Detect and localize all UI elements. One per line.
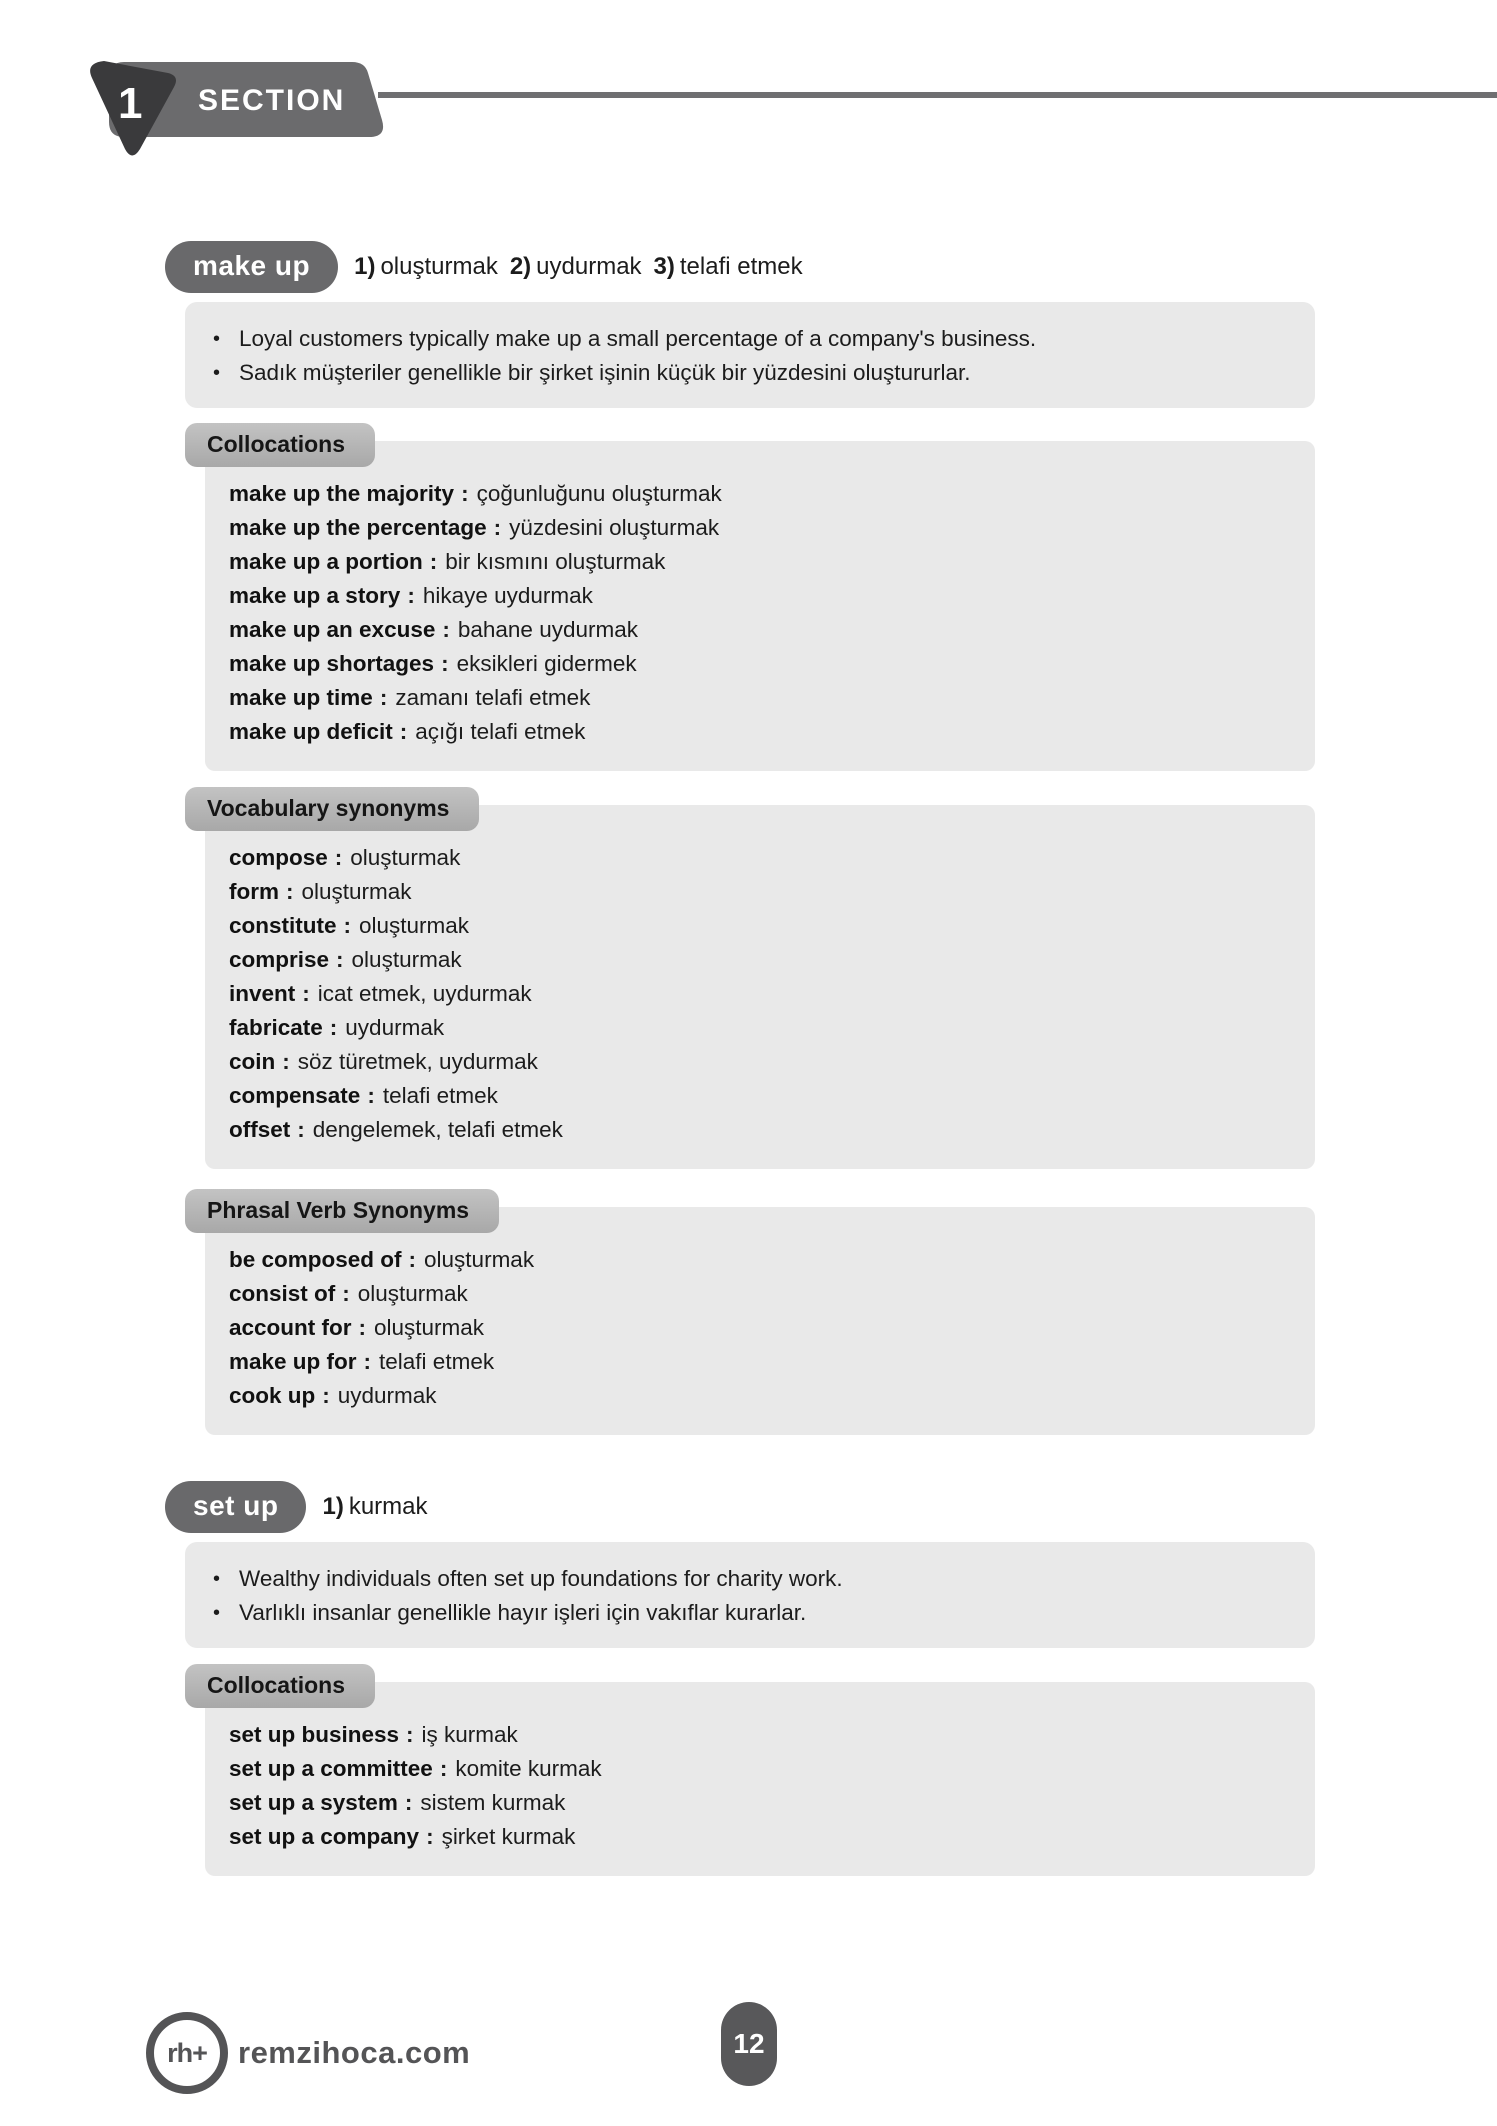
collocation-tr: bir kısmını oluşturmak	[445, 549, 666, 574]
collocation-en: make up the percentage	[229, 515, 487, 540]
phrasal-synonym-row	[229, 1311, 1291, 1345]
synonym-en: compensate	[229, 1083, 361, 1108]
entry-makeup-header	[165, 240, 1497, 294]
synonym-en: comprise	[229, 947, 330, 972]
collocation-row	[229, 613, 1291, 647]
page-number-badge	[721, 2002, 777, 2086]
collocation-row	[229, 1820, 1291, 1854]
colon-separator: :	[343, 913, 352, 938]
colon-separator: :	[297, 1117, 305, 1142]
colon-separator: :	[358, 1315, 367, 1340]
collocation-row	[229, 579, 1291, 613]
phrasal-tr: oluşturmak	[374, 1315, 485, 1340]
tab-phrasal-verb-synonyms: Phrasal Verb Synonyms	[185, 1189, 499, 1233]
example-text: Varlıklı insanlar genellikle hayır işleri için vakıflar kurarlar.	[239, 1600, 807, 1625]
group-setup-collocations	[185, 1664, 1315, 1876]
collocation-row	[229, 681, 1291, 715]
example-item	[213, 1562, 1287, 1596]
synonym-row	[229, 875, 1291, 909]
phrasal-tr: oluşturmak	[357, 1281, 468, 1306]
colon-separator: :	[322, 1383, 330, 1408]
section-title: SECTION	[198, 84, 346, 117]
synonym-row	[229, 943, 1291, 977]
entry-setup-header	[165, 1480, 1497, 1534]
collocation-tr: sistem kurmak	[420, 1790, 566, 1815]
synonym-row	[229, 1079, 1291, 1113]
example-item	[213, 1596, 1287, 1630]
collocation-row	[229, 647, 1291, 681]
collocation-tr: hikaye uydurmak	[422, 583, 593, 608]
synonym-tr: söz türetmek, uydurmak	[297, 1049, 538, 1074]
example-text: Wealthy individuals often set up foundations for charity work.	[239, 1566, 843, 1591]
colon-separator: :	[286, 879, 294, 904]
collocation-tr: çoğunluğunu oluşturmak	[476, 481, 722, 506]
example-box-makeup	[185, 302, 1315, 408]
section-number: 1	[118, 79, 143, 128]
collocation-tr: iş kurmak	[421, 1722, 518, 1747]
collocation-tr: şirket kurmak	[441, 1824, 576, 1849]
synonym-en: offset	[229, 1117, 291, 1142]
colon-separator: :	[442, 617, 450, 642]
colon-separator: :	[439, 1756, 448, 1781]
bullet-icon: •	[213, 362, 221, 384]
collocation-en: make up shortages	[229, 651, 435, 676]
sense-list	[354, 253, 815, 281]
colon-separator: :	[404, 1790, 413, 1815]
collocation-en: set up a system	[229, 1790, 398, 1815]
colon-separator: :	[302, 981, 310, 1006]
collocation-en: set up a company	[229, 1824, 420, 1849]
synonym-tr: icat etmek, uydurmak	[317, 981, 532, 1006]
collocation-row	[229, 1718, 1291, 1752]
colon-separator: :	[363, 1349, 372, 1374]
bullet-icon: •	[213, 1568, 221, 1590]
colon-separator: :	[342, 1281, 350, 1306]
synonym-en: coin	[229, 1049, 276, 1074]
synonym-row	[229, 909, 1291, 943]
vocab-synonyms-box	[205, 805, 1315, 1169]
collocation-row	[229, 511, 1291, 545]
phrasal-synonyms-box	[205, 1207, 1315, 1435]
publisher-site: remzihoca.com	[238, 2035, 471, 2070]
tab-collocations: Collocations	[185, 423, 375, 467]
collocation-en: make up time	[229, 685, 373, 710]
phrasal-en: consist of	[229, 1281, 336, 1306]
collocation-en: set up a committee	[229, 1756, 433, 1781]
term-pill-setup: set up	[165, 1481, 306, 1533]
collocation-en: make up a portion	[229, 549, 423, 574]
collocations-box	[205, 1682, 1315, 1876]
collocation-tr: yüzdesini oluşturmak	[509, 515, 720, 540]
collocation-row	[229, 715, 1291, 749]
sense-item: 2) uydurmak	[509, 253, 642, 280]
page-number: 12	[733, 2028, 765, 2059]
collocation-tr: komite kurmak	[455, 1756, 602, 1781]
bullet-icon: •	[213, 1602, 221, 1624]
phrasal-tr: telafi etmek	[379, 1349, 495, 1374]
phrasal-tr: uydurmak	[337, 1383, 437, 1408]
colon-separator: :	[329, 1015, 338, 1040]
synonym-tr: dengelemek, telafi etmek	[312, 1117, 563, 1142]
collocation-en: make up deficit	[229, 719, 393, 744]
synonym-tr: oluşturmak	[359, 913, 470, 938]
synonym-row	[229, 1113, 1291, 1147]
collocation-en: make up a story	[229, 583, 401, 608]
collocation-tr: bahane uydurmak	[457, 617, 638, 642]
colon-separator: :	[408, 1247, 417, 1272]
collocation-tr: açığı telafi etmek	[415, 719, 586, 744]
synonym-row	[229, 977, 1291, 1011]
collocation-en: set up business	[229, 1722, 400, 1747]
synonym-en: form	[229, 879, 279, 904]
logo-circle-icon	[146, 2012, 228, 2094]
tab-vocabulary-synonyms: Vocabulary synonyms	[185, 787, 479, 831]
colon-separator: :	[367, 1083, 375, 1108]
sense-item: 1) oluşturmak	[354, 253, 498, 280]
colon-separator: :	[441, 651, 449, 676]
colon-separator: :	[379, 685, 388, 710]
example-box-setup	[185, 1542, 1315, 1648]
synonym-row	[229, 841, 1291, 875]
colon-separator: :	[426, 1824, 434, 1849]
publisher-logo	[146, 2012, 470, 2094]
colon-separator: :	[406, 1722, 414, 1747]
synonym-en: invent	[229, 981, 296, 1006]
example-text: Loyal customers typically make up a small percentage of a company's business.	[239, 326, 1037, 351]
synonym-en: fabricate	[229, 1015, 323, 1040]
bullet-icon: •	[213, 328, 221, 350]
phrasal-synonym-row	[229, 1345, 1291, 1379]
example-item	[213, 322, 1287, 356]
synonym-en: constitute	[229, 913, 337, 938]
sense-item: 1) kurmak	[322, 1493, 428, 1520]
example-text: Sadık müşteriler genellikle bir şirket işinin küçük bir yüzdesini oluştururlar.	[239, 360, 971, 385]
synonym-tr: oluşturmak	[350, 845, 461, 870]
header-rule	[378, 92, 1497, 98]
synonym-tr: telafi etmek	[382, 1083, 498, 1108]
group-makeup-collocations	[185, 423, 1315, 771]
section-header	[0, 0, 1497, 162]
collocation-row	[229, 477, 1291, 511]
logo-mark: rh+	[167, 2037, 207, 2068]
group-makeup-vocab-synonyms	[185, 787, 1315, 1169]
collocation-en: make up an excuse	[229, 617, 436, 642]
colon-separator: :	[429, 549, 438, 574]
phrasal-tr: oluşturmak	[424, 1247, 535, 1272]
phrasal-synonym-row	[229, 1243, 1291, 1277]
phrasal-synonym-row	[229, 1379, 1291, 1413]
collocation-en: make up the majority	[229, 481, 455, 506]
collocation-tr: zamanı telafi etmek	[395, 685, 591, 710]
term-pill-makeup: make up	[165, 241, 338, 293]
colon-separator: :	[407, 583, 415, 608]
synonym-row	[229, 1011, 1291, 1045]
synonym-tr: uydurmak	[345, 1015, 445, 1040]
collocation-row	[229, 545, 1291, 579]
colon-separator: :	[399, 719, 408, 744]
collocation-row	[229, 1786, 1291, 1820]
collocation-row	[229, 1752, 1291, 1786]
colon-separator: :	[336, 947, 344, 972]
synonym-row	[229, 1045, 1291, 1079]
synonym-tr: oluşturmak	[351, 947, 462, 972]
synonym-en: compose	[229, 845, 328, 870]
colon-separator: :	[461, 481, 469, 506]
group-makeup-phrasal-synonyms	[185, 1189, 1315, 1435]
tab-collocations: Collocations	[185, 1664, 375, 1708]
phrasal-en: cook up	[229, 1383, 316, 1408]
colon-separator: :	[334, 845, 343, 870]
section-badge	[84, 50, 414, 166]
sense-item: 3) telafi etmek	[653, 253, 803, 280]
collocations-box	[205, 441, 1315, 771]
phrasal-en: make up for	[229, 1349, 357, 1374]
collocation-tr: eksikleri gidermek	[456, 651, 637, 676]
sense-list	[322, 1493, 439, 1521]
phrasal-en: account for	[229, 1315, 352, 1340]
colon-separator: :	[493, 515, 502, 540]
colon-separator: :	[282, 1049, 290, 1074]
example-item	[213, 356, 1287, 390]
synonym-tr: oluşturmak	[301, 879, 412, 904]
phrasal-synonym-row	[229, 1277, 1291, 1311]
phrasal-en: be composed of	[229, 1247, 402, 1272]
